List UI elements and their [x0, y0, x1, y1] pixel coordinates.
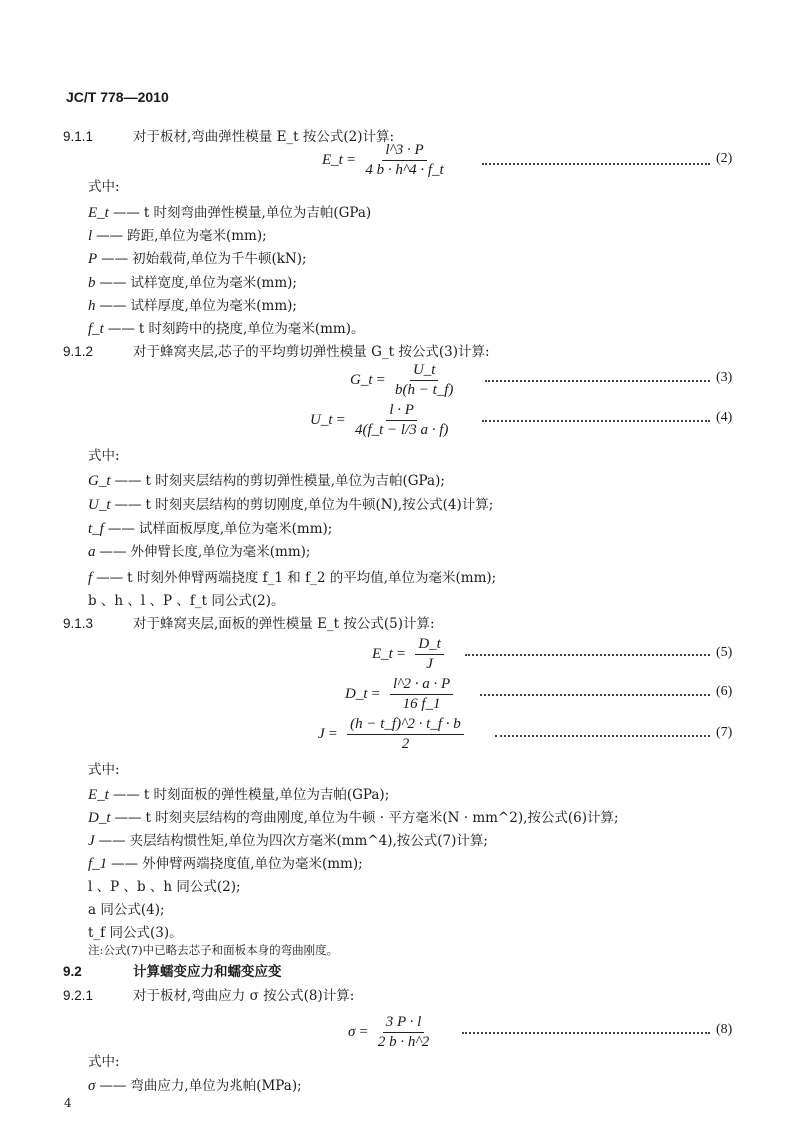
leader-dots: [485, 380, 710, 382]
definition-text: 试样面板厚度,单位为毫米(mm);: [138, 521, 333, 537]
equation-number: (5): [716, 645, 733, 660]
equals-sign: =: [359, 1024, 368, 1040]
clause-number: 9.1.1: [63, 129, 94, 144]
denominator: 16 f_1: [402, 696, 441, 712]
leader-dots: [465, 654, 710, 656]
clause-number: 9.2.1: [63, 988, 94, 1003]
equals-sign: =: [396, 646, 406, 662]
clause-9-1-2: [63, 343, 490, 361]
symbol: f: [88, 570, 93, 586]
symbol: h: [88, 298, 96, 314]
dash: ——: [107, 321, 135, 337]
symbol: E_t: [88, 787, 109, 803]
numerator: D_t: [415, 636, 444, 655]
fraction: [355, 402, 448, 439]
same-as-formula-2: l 、P 、b 、h 同公式(2);: [88, 879, 241, 895]
numerator: l^3 · P: [382, 142, 426, 161]
definition-text: 初始载荷,单位为千牛顿(kN);: [132, 251, 307, 267]
formula-5: [372, 636, 444, 673]
page-number: 4: [64, 1096, 72, 1110]
equation-number: (2): [716, 151, 733, 166]
formula-lhs: E_t: [372, 646, 393, 662]
formula-7: [318, 716, 464, 753]
denominator: J: [426, 656, 433, 672]
symbol: t_f: [88, 521, 104, 537]
numerator: U_t: [410, 362, 439, 381]
fraction: [365, 142, 443, 179]
dash: ——: [107, 521, 135, 537]
formula-lhs: G_t: [350, 372, 373, 388]
definition-text: t 时刻外伸臂两端挠度 f_1 和 f_2 的平均值,单位为毫米(mm);: [127, 570, 497, 586]
dash: ——: [111, 856, 139, 872]
equation-number: (7): [716, 725, 733, 740]
dash: ——: [99, 544, 127, 560]
definition-text: t 时刻弯曲弹性模量,单位为吉帕(GPa): [143, 205, 372, 221]
definition-item: [88, 520, 332, 538]
equals-sign: =: [376, 372, 385, 388]
definition-item: [88, 274, 297, 292]
where-label: 式中:: [88, 762, 120, 778]
where-label: 式中:: [88, 1054, 120, 1070]
fraction: [347, 716, 464, 753]
clause-text: 对于板材,弯曲应力 σ 按公式(8)计算:: [133, 988, 355, 1004]
definition-text: 夹层结构惯性矩,单位为四次方毫米(mm^4),按公式(7)计算;: [129, 833, 488, 849]
dash: ——: [96, 570, 124, 586]
definition-item: [88, 809, 619, 827]
numerator: l^2 · a · P: [390, 676, 453, 695]
equals-sign: =: [336, 412, 345, 428]
where-label: 式中:: [88, 179, 120, 195]
definition-item: [88, 786, 389, 804]
symbol: b: [88, 275, 96, 291]
definition-item: [88, 297, 297, 315]
denominator: 4 b · h^4 · f_t: [365, 162, 444, 178]
dash: ——: [101, 251, 129, 267]
dash: ——: [114, 810, 142, 826]
leader-dots: [462, 1032, 710, 1034]
symbol: E_t: [88, 205, 109, 221]
definition-text: t 时刻夹层结构的弯曲刚度,单位为牛顿 · 平方毫米(N · mm^2),按公式(6)计算;: [145, 810, 619, 826]
symbol: P: [88, 251, 98, 267]
formula-3: [350, 362, 453, 399]
clause-9-1-3: [63, 615, 435, 633]
equation-number: (4): [716, 410, 733, 425]
fraction: [378, 1014, 429, 1051]
clause-text: 对于板材,弯曲弹性模量 E_t 按公式(2)计算:: [133, 129, 395, 145]
dash: ——: [96, 228, 124, 244]
definition-item: [88, 320, 365, 338]
leader-dots: [495, 735, 710, 737]
definition-item: [88, 204, 371, 222]
definition-item: [88, 1077, 302, 1095]
symbol: f_t: [88, 321, 104, 337]
formula-lhs: D_t: [345, 686, 368, 702]
symbol: σ: [88, 1078, 96, 1094]
same-as-formula-2: b 、h 、l 、P 、f_t 同公式(2)。: [88, 593, 285, 609]
dash: ——: [114, 497, 142, 513]
dash: ——: [114, 473, 142, 489]
denominator: 2: [401, 736, 410, 752]
note: 注:公式(7)中已略去芯子和面板本身的弯曲刚度。: [88, 943, 339, 957]
equals-sign: =: [328, 726, 338, 742]
definition-text: 外伸臂两端挠度值,单位为毫米(mm);: [142, 856, 363, 872]
definition-item: [88, 543, 310, 561]
symbol: D_t: [88, 810, 111, 826]
definition-text: t 时刻面板的弹性模量,单位为吉帕(GPa);: [143, 787, 390, 803]
dash: ——: [112, 787, 140, 803]
definition-item: [88, 472, 445, 490]
denominator: b(h − t_f): [394, 382, 454, 398]
fraction: [395, 362, 453, 399]
definition-text: 试样宽度,单位为毫米(mm);: [130, 275, 297, 291]
definition-item: [88, 832, 488, 850]
symbol: f_1: [88, 856, 108, 872]
leader-dots: [482, 420, 710, 422]
definition-item: [88, 569, 496, 587]
definition-text: 跨距,单位为毫米(mm);: [127, 228, 267, 244]
symbol: l: [88, 228, 93, 244]
numerator: 3 P · l: [383, 1014, 425, 1033]
section-title: 计算蠕变应力和蠕变应变: [133, 964, 282, 980]
same-as-formula-3: t_f 同公式(3)。: [88, 925, 183, 941]
formula-lhs: σ: [348, 1024, 356, 1040]
section-9-2: [63, 963, 282, 981]
equation-number: (8): [716, 1022, 733, 1037]
equals-sign: =: [371, 686, 380, 702]
formula-2: [322, 142, 444, 179]
definition-text: 试样厚度,单位为毫米(mm);: [130, 298, 297, 314]
denominator: 4(f_t − l/3 a · f): [354, 422, 449, 438]
definition-item: [88, 496, 493, 514]
equals-sign: =: [346, 152, 356, 168]
dash: ——: [98, 833, 126, 849]
definition-text: t 时刻夹层结构的剪切刚度,单位为牛顿(N),按公式(4)计算;: [145, 497, 494, 513]
formula-4: [310, 402, 448, 439]
clause-number: 9.1.3: [63, 616, 94, 631]
equation-number: (3): [716, 370, 733, 385]
dash: ——: [99, 1078, 127, 1094]
section-number: 9.2: [63, 964, 82, 979]
clause-text: 对于蜂窝夹层,面板的弹性模量 E_t 按公式(5)计算:: [133, 616, 435, 632]
standard-number-header: JC/T 778—2010: [66, 89, 169, 105]
clause-number: 9.1.2: [63, 344, 94, 359]
formula-8: [348, 1014, 429, 1051]
formula-lhs: E_t: [322, 152, 343, 168]
dash: ——: [99, 298, 127, 314]
symbol: a: [88, 544, 96, 560]
dash: ——: [99, 275, 127, 291]
clause-text: 对于蜂窝夹层,芯子的平均剪切弹性模量 G_t 按公式(3)计算:: [133, 344, 490, 360]
formula-lhs: J: [318, 726, 325, 742]
definition-item: [88, 250, 307, 268]
definition-text: t 时刻夹层结构的剪切弹性模量,单位为吉帕(GPa);: [145, 473, 445, 489]
formula-6: [345, 676, 453, 713]
numerator: l · P: [386, 402, 417, 421]
leader-dots: [482, 163, 710, 165]
clause-9-2-1: [63, 987, 354, 1005]
formula-lhs: U_t: [310, 412, 333, 428]
definition-text: t 时刻跨中的挠度,单位为毫米(mm)。: [138, 321, 365, 337]
same-as-formula-4: a 同公式(4);: [88, 902, 165, 918]
symbol: J: [88, 833, 95, 849]
symbol: U_t: [88, 497, 111, 513]
definition-item: [88, 855, 363, 873]
definition-text: 弯曲应力,单位为兆帕(MPa);: [130, 1078, 302, 1094]
denominator: 2 b · h^2: [377, 1034, 430, 1050]
numerator: (h − t_f)^2 · t_f · b: [347, 716, 464, 735]
dash: ——: [112, 205, 140, 221]
symbol: G_t: [88, 473, 111, 489]
fraction: [415, 636, 444, 673]
fraction: [390, 676, 453, 713]
where-label: 式中:: [88, 448, 120, 464]
definition-item: [88, 227, 267, 245]
leader-dots: [480, 694, 710, 696]
equation-number: (6): [716, 684, 733, 699]
definition-text: 外伸臂长度,单位为毫米(mm);: [130, 544, 311, 560]
